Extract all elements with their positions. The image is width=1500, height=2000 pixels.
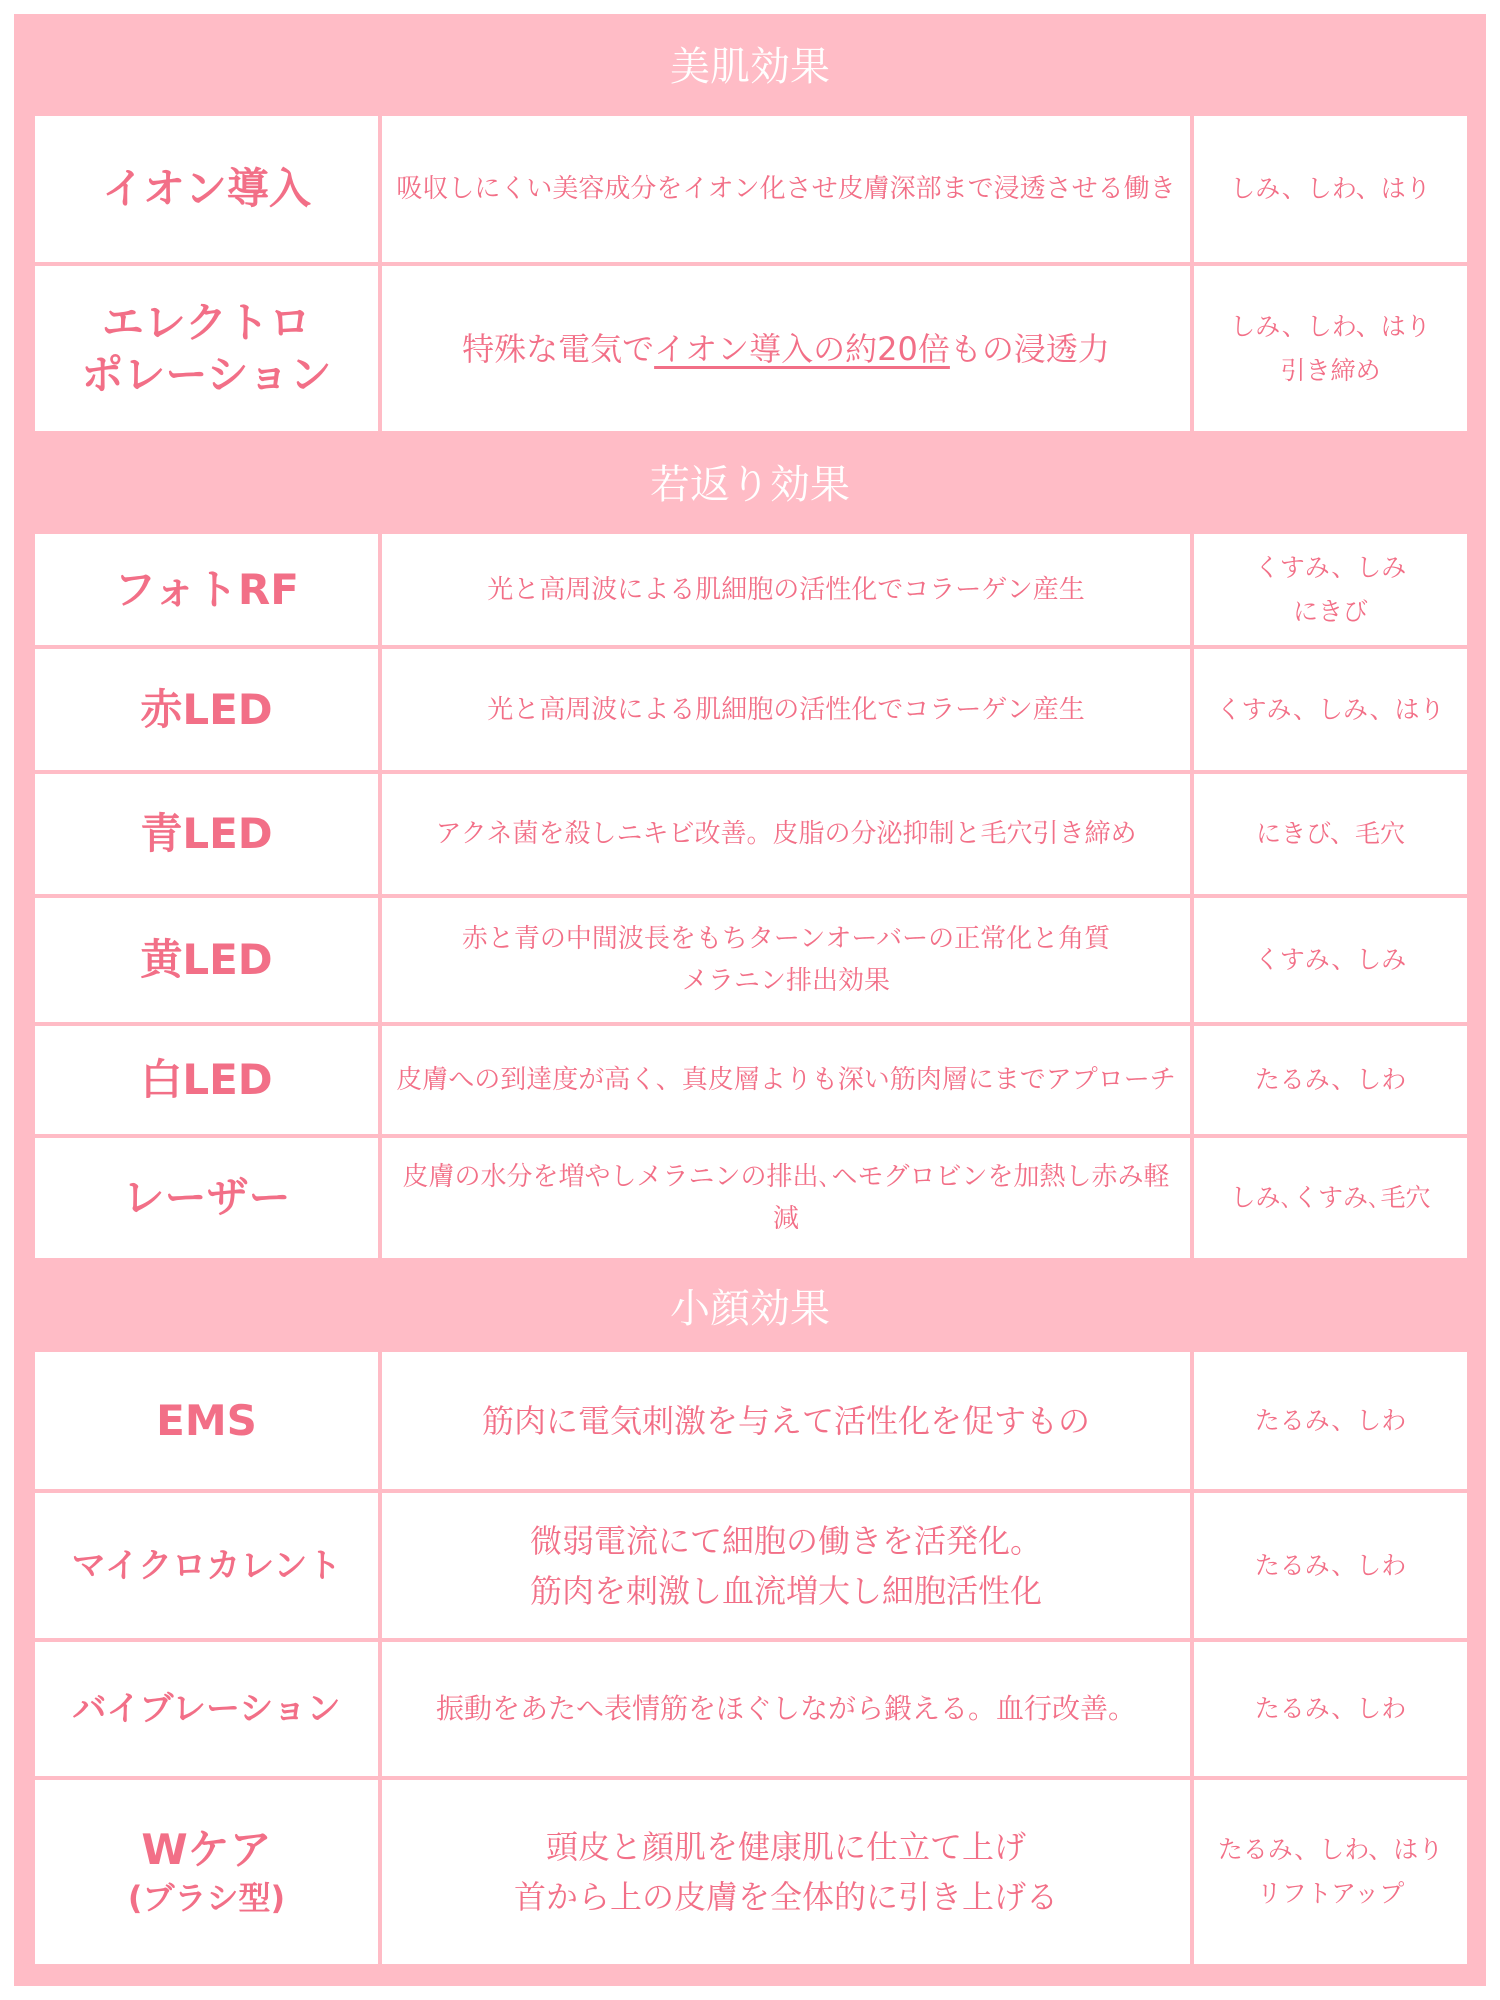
treatment-description: 皮膚への到達度が高く、真皮層よりも深い筋肉層にまでアプローチ	[382, 1026, 1190, 1134]
name-line: ポレーション	[81, 349, 332, 399]
description-line: メラニン排出効果	[681, 966, 890, 996]
treatment-description: 光と高周波による肌細胞の活性化でコラーゲン産生	[382, 649, 1190, 770]
treatment-description: 筋肉に電気刺激を与えて活性化を促すもの	[382, 1352, 1190, 1489]
table-row	[35, 534, 1467, 645]
table-row	[35, 116, 1467, 262]
table-row	[35, 1780, 1467, 1964]
effect-line: たるみ、しわ	[1254, 1550, 1407, 1580]
treatment-name: フォトRF	[35, 534, 378, 645]
effect-line: たるみ、しわ	[1254, 1405, 1407, 1435]
treatment-description	[382, 1493, 1190, 1638]
table-row	[35, 1026, 1467, 1134]
treatment-description: アクネ菌を殺しニキビ改善。皮脂の分泌抑制と毛穴引き締め	[382, 774, 1190, 894]
treatment-effects	[1194, 1780, 1467, 1964]
treatment-name: 赤LED	[35, 649, 378, 770]
description-line: 赤と青の中間波長をもちターンオーバーの正常化と角質	[461, 924, 1111, 954]
treatment-description	[382, 266, 1190, 431]
effect-line: たるみ、しわ	[1254, 1694, 1407, 1723]
description-line: 筋肉を刺激し血流増大し細胞活性化	[529, 1571, 1042, 1610]
treatment-name	[35, 1780, 378, 1964]
table-row	[35, 774, 1467, 894]
treatment-effects	[1194, 534, 1467, 645]
effect-line: にきび、毛穴	[1255, 819, 1405, 848]
effect-line: くすみ、しみ	[1254, 945, 1407, 974]
table-row	[35, 649, 1467, 770]
table-row	[35, 898, 1467, 1022]
table-row	[35, 266, 1467, 431]
treatment-description: 光と高周波による肌細胞の活性化でコラーゲン産生	[382, 534, 1190, 645]
description-line: 頭皮と顔肌を健康肌に仕立て上げ	[545, 1828, 1026, 1866]
treatment-name: バイブレーション	[35, 1642, 378, 1776]
section-title-beauty: 美肌効果	[670, 44, 830, 90]
treatment-name: 青LED	[35, 774, 378, 894]
treatment-description: 振動をあたへ表情筋をほぐしながら鍛える。血行改善。	[382, 1642, 1190, 1776]
description-post: もの浸透力	[949, 329, 1110, 368]
treatment-effects	[1194, 266, 1467, 431]
effect-line: リフトアップ	[1256, 1879, 1405, 1908]
treatment-effects	[1194, 1493, 1467, 1638]
section-title-rejuvenation: 若返り効果	[650, 462, 850, 508]
effect-line: しみ、しわ、はり	[1230, 311, 1431, 341]
effect-line: しみ、しわ、はり	[1230, 174, 1431, 203]
description-pre: 特殊な電気で	[462, 329, 655, 368]
effect-line: にきび	[1292, 596, 1368, 626]
name-line: エレクトロ	[101, 297, 312, 347]
treatment-effects	[1194, 774, 1467, 894]
treatment-effects	[1194, 1026, 1467, 1134]
treatment-effects	[1194, 1642, 1467, 1776]
treatment-name: 白LED	[35, 1026, 378, 1134]
effect-line: くすみ、しみ、はり	[1216, 694, 1445, 724]
treatment-effects	[1194, 1352, 1467, 1489]
treatment-effects	[1194, 898, 1467, 1022]
treatment-description: 吸収しにくい美容成分をイオン化させ皮膚深部まで浸透させる働き	[382, 116, 1190, 262]
treatment-effects	[1194, 116, 1467, 262]
treatment-name: 黄LED	[35, 898, 378, 1022]
description-highlight: イオン導入の約20倍	[654, 329, 950, 368]
section-title-small-face: 小顔効果	[670, 1286, 830, 1332]
treatment-name: レーザー	[35, 1138, 378, 1258]
name-subline: (ブラシ型)	[127, 1879, 286, 1917]
effect-line: たるみ、しわ、はり	[1217, 1835, 1444, 1864]
effect-line: くすみ、しみ	[1254, 552, 1407, 582]
treatment-name: EMS	[35, 1352, 378, 1489]
treatment-description	[382, 1780, 1190, 1964]
treatment-description	[382, 898, 1190, 1022]
table-row	[35, 1642, 1467, 1776]
description-text	[462, 324, 1110, 374]
description-line: 微弱電流にて細胞の働きを活発化。	[529, 1521, 1042, 1560]
name-line: Wケア	[141, 1825, 272, 1874]
effect-line: しみ､くすみ､毛穴	[1230, 1183, 1431, 1212]
description-line: 首から上の皮膚を全体的に引き上げる	[513, 1878, 1058, 1916]
treatment-name	[35, 266, 378, 431]
effect-line: 引き締め	[1280, 355, 1381, 385]
table-row	[35, 1493, 1467, 1638]
treatment-effects	[1194, 649, 1467, 770]
effect-line: たるみ、しわ	[1254, 1065, 1407, 1094]
treatment-effects	[1194, 1138, 1467, 1258]
treatment-name: イオン導入	[35, 116, 378, 262]
treatment-description: 皮膚の水分を増やしメラニンの排出､ヘモグロビンを加熱し赤み軽減	[382, 1138, 1190, 1258]
effects-table	[14, 14, 1486, 1986]
table-row	[35, 1138, 1467, 1258]
treatment-name: マイクロカレント	[35, 1493, 378, 1638]
table-row	[35, 1352, 1467, 1489]
